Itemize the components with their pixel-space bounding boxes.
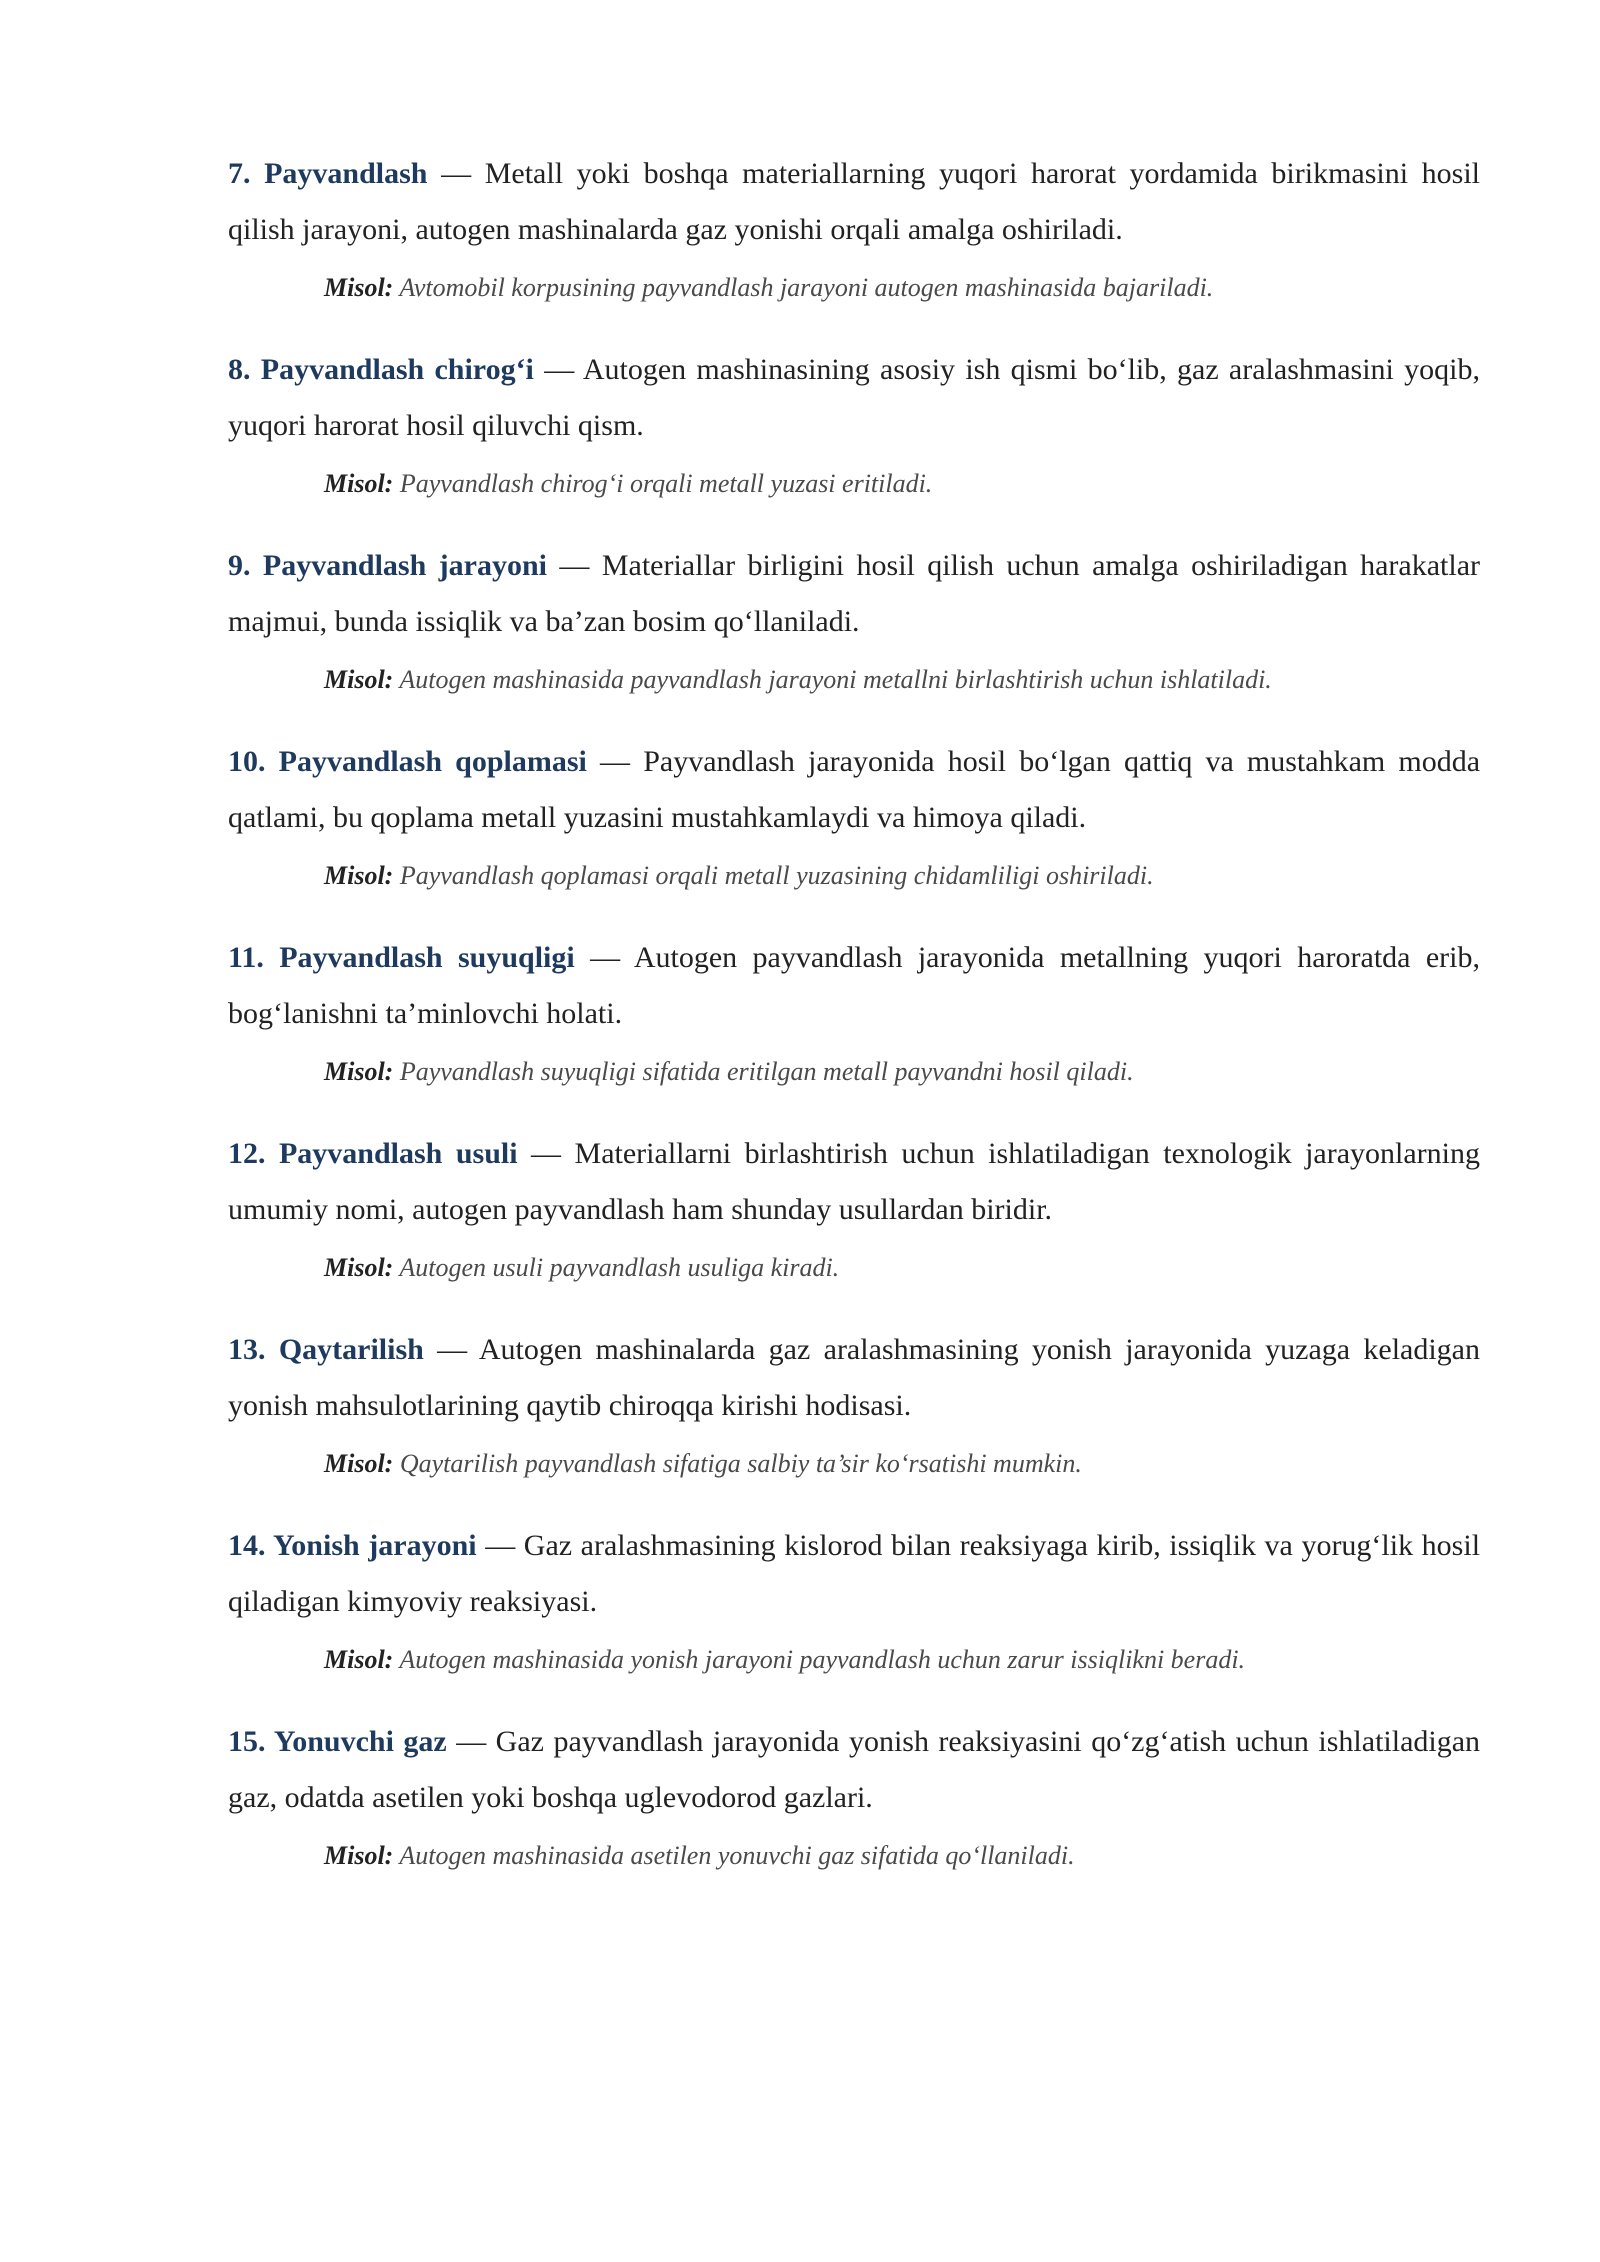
example-line <box>324 858 1480 894</box>
example-text: Payvandlash chirog‘i orqali metall yuzasi eritiladi. <box>399 469 933 498</box>
em-dash: — <box>531 1137 562 1170</box>
example-text: Autogen usuli payvandlash usuliga kiradi. <box>399 1253 840 1282</box>
glossary-entry-10 <box>228 734 1480 894</box>
example-text: Payvandlash suyuqligi sifatida eritilgan metall payvandni hosil qiladi. <box>399 1057 1134 1086</box>
glossary-entry-7 <box>228 146 1480 306</box>
em-dash: — <box>441 157 472 190</box>
definition-paragraph <box>228 146 1480 258</box>
term-title: 11. Payvandlash suyuqligi <box>228 941 575 974</box>
term-title: 8. Payvandlash chirog‘i <box>228 353 534 386</box>
em-dash: — <box>559 549 590 582</box>
example-label: Misol: <box>324 665 394 694</box>
glossary-entry-12 <box>228 1126 1480 1286</box>
definition-paragraph <box>228 1322 1480 1434</box>
document-page <box>228 146 1480 1910</box>
definition-text: Gaz aralashmasining kislorod bilan reaksiyaga kirib, issiqlik va yorug‘lik hosil qiladigan kimyoviy reaksiyasi. <box>228 1529 1481 1618</box>
term-title: 9. Payvandlash jarayoni <box>228 549 548 582</box>
definition-text: Autogen payvandlash jarayonida metallning yuqori haroratda erib, bog‘lanishni ta’minlovchi holati. <box>228 941 1480 1030</box>
definition-paragraph <box>228 930 1480 1042</box>
definition-text: Autogen mashinalarda gaz aralashmasining yonish jarayonida yuzaga keladigan yonish mahsulotlarining qaytib chiroqqa kirishi hodisasi. <box>228 1333 1480 1422</box>
definition-text: Payvandlash jarayonida hosil bo‘lgan qattiq va mustahkam modda qatlami, bu qoplama metall yuzasini mustahkamlaydi va himoya qiladi. <box>228 745 1481 834</box>
example-line <box>324 1250 1480 1286</box>
definition-paragraph <box>228 342 1480 454</box>
term-title: 10. Payvandlash qoplamasi <box>228 745 587 778</box>
example-line <box>324 1054 1480 1090</box>
definition-text: Metall yoki boshqa materiallarning yuqori harorat yordamida birikmasini hosil qilish jarayoni, autogen mashinalarda gaz yonishi orqali amalga oshiriladi. <box>228 157 1481 246</box>
example-line <box>324 1642 1480 1678</box>
definition-text: Gaz payvandlash jarayonida yonish reaksiyasini qo‘zg‘atish uchun ishlatiladigan gaz, odatda asetilen yoki boshqa uglevodorod gazlari. <box>228 1725 1481 1814</box>
glossary-entry-9 <box>228 538 1480 698</box>
example-line <box>324 662 1480 698</box>
em-dash: — <box>590 941 621 974</box>
term-title: 14. Yonish jarayoni <box>228 1529 477 1562</box>
glossary-entry-13 <box>228 1322 1480 1482</box>
example-label: Misol: <box>324 1057 394 1086</box>
example-text: Autogen mashinasida yonish jarayoni payvandlash uchun zarur issiqlikni beradi. <box>399 1645 1246 1674</box>
definition-paragraph <box>228 1518 1480 1630</box>
term-title: 13. Qaytarilish <box>228 1333 424 1366</box>
example-line <box>324 1838 1480 1874</box>
definition-text: Autogen mashinasining asosiy ish qismi bo‘lib, gaz aralashmasini yoqib, yuqori harorat hosil qiluvchi qism. <box>228 353 1480 442</box>
definition-paragraph <box>228 538 1480 650</box>
em-dash: — <box>437 1333 468 1366</box>
term-title: 15. Yonuvchi gaz <box>228 1725 447 1758</box>
em-dash: — <box>485 1529 516 1562</box>
example-label: Misol: <box>324 1449 394 1478</box>
glossary-entry-8 <box>228 342 1480 502</box>
definition-text: Materiallarni birlashtirish uchun ishlatiladigan texnologik jarayonlarning umumiy nomi, autogen payvandlash ham shunday usullardan biridir. <box>228 1137 1481 1226</box>
example-text: Qaytarilish payvandlash sifatiga salbiy ta’sir ko‘rsatishi mumkin. <box>399 1449 1082 1478</box>
definition-paragraph <box>228 734 1480 846</box>
em-dash: — <box>456 1725 487 1758</box>
example-line <box>324 466 1480 502</box>
definition-text: Materiallar birligini hosil qilish uchun amalga oshiriladigan harakatlar majmui, bunda issiqlik va ba’zan bosim qo‘llaniladi. <box>228 549 1481 638</box>
example-line <box>324 1446 1480 1482</box>
definition-paragraph <box>228 1126 1480 1238</box>
example-label: Misol: <box>324 469 394 498</box>
example-label: Misol: <box>324 1841 394 1870</box>
glossary-entry-11 <box>228 930 1480 1090</box>
example-text: Autogen mashinasida payvandlash jarayoni metallni birlashtirish uchun ishlatiladi. <box>399 665 1272 694</box>
em-dash: — <box>600 745 631 778</box>
em-dash: — <box>544 353 575 386</box>
example-text: Avtomobil korpusining payvandlash jarayoni autogen mashinasida bajariladi. <box>399 273 1214 302</box>
term-title: 7. Payvandlash <box>228 157 428 190</box>
glossary-entry-14 <box>228 1518 1480 1678</box>
example-text: Payvandlash qoplamasi orqali metall yuzasining chidamliligi oshiriladi. <box>399 861 1154 890</box>
example-text: Autogen mashinasida asetilen yonuvchi gaz sifatida qo‘llaniladi. <box>399 1841 1075 1870</box>
example-label: Misol: <box>324 273 394 302</box>
example-label: Misol: <box>324 1253 394 1282</box>
example-label: Misol: <box>324 1645 394 1674</box>
example-line <box>324 270 1480 306</box>
term-title: 12. Payvandlash usuli <box>228 1137 518 1170</box>
glossary-entry-15 <box>228 1714 1480 1874</box>
definition-paragraph <box>228 1714 1480 1826</box>
example-label: Misol: <box>324 861 394 890</box>
